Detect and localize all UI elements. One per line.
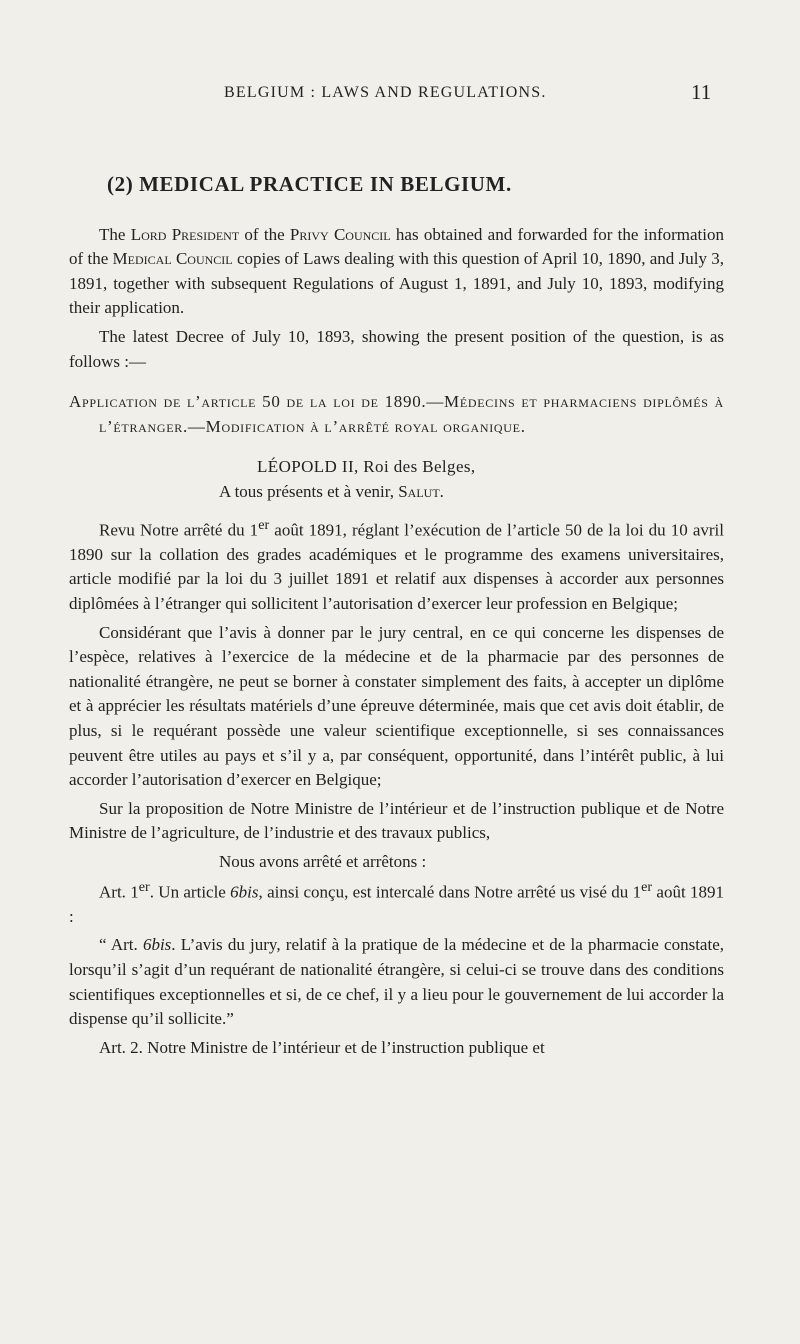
intro-paragraph-1 [69,223,724,321]
intro-text-1c: has obtained and forwarded for the information of the [69,224,724,269]
decree-arrete-line: Nous avons arrêté et arrêtons : [219,851,427,871]
art1-superscript-2: er [641,878,653,895]
article-6bis-quote [69,933,724,1031]
art1-superscript: er [138,878,150,895]
quote-bis: 6bis [142,935,172,955]
law-heading: Application de l’article 50 de la loi de 1890.—Médecins et pharmaciens diplômés à l’étranger.—Modification à l’arrêté royal organique. [69,392,724,436]
salut-word: Salut [398,481,440,501]
intro-text-1a: The [99,224,131,244]
intro-paragraph-2: The latest Decree of July 10, 1893, showing the present position of the question, is as follows :— [69,326,724,371]
revu-text-a: Revu Notre arrêté du 1 [99,520,259,540]
running-head: BELGIUM : LAWS AND REGULATIONS. [224,84,547,101]
intro-text-1b: of the [239,224,290,244]
greeting-text: A tous présents et à venir, [219,481,399,501]
decree-considerant-paragraph: Considérant que l’avis à donner par le jury central, en ce qui concerne les dispenses de l’espèce, relatives à l’exercice de la médecine et de la pharmacie par des personnes de nationalité étrangère, ne peut se borner à constater simplement des faits, à accepter un diplôme et à apprécier les résultats matériels d’une épreuve déterminée, mais que cet avis doit établir, de plus, si le requérant possède une valeur scientifique exceptionnelle, si ses connaissances peuvent être utiles au pays et s’il y a, par conséquent, opportunité, dans l’intérêt public, à lui accorder l’autorisation d’exercer en Belgique; [69,622,724,790]
royal-greeting [69,480,724,505]
art1-text-d: août 1891 : [69,882,724,926]
section-title: (2) MEDICAL PRACTICE IN BELGIUM. [107,172,512,196]
body-text [69,172,724,1064]
medical-council-term: Medical Council [112,249,233,269]
article-1-paragraph [69,875,724,930]
intro-text-1d: copies of Laws dealing with this question of April 10, 1890, and July 3, 1891, together with subsequent Regulations of August 1, 1891, and July 10, 1893, modifying their application. [69,249,724,318]
art1-text-a: Art. 1 [99,882,139,902]
art1-text-c: , ainsi conçu, est intercalé dans Notre arrêté us visé du 1 [258,882,642,902]
quote-text-b: . L’avis du jury, relatif à la pratique de la médecine et de la pharmacie constate, lorsqu’il s’agit d’un requérant de nationalité étrangère, si celui-ci se trouve dans des conditions scientifiques exceptionnelles et si, de ce chef, il y a lieu pour le gouvernement de lui accorder la dispense qu’il sollicite.” [69,935,724,1029]
greeting-end: . [439,481,444,501]
page-number: 11 [691,80,712,104]
king-title: LÉOPOLD II, Roi des Belges, [257,457,476,477]
lord-president-term: Lord President [130,224,240,244]
revu-text-b: août 1891, réglant l’exécution de l’article 50 de la loi du 10 avril 1890 sur la collation des grades académiques et le programme des examens universitaires, article modifié par la loi du 3 juillet 1891 et relatif aux dispenses à accorder aux personnes diplômées à l’étranger qui sollicitent l’autorisation d’exercer leur profession en Belgique; [69,520,724,613]
decree-proposition-paragraph: Sur la proposition de Notre Ministre de l’intérieur et de l’instruction publique et de Notre Ministre de l’agriculture, de l’industrie et des travaux publics, [69,798,724,843]
article-2-paragraph: Art. 2. Notre Ministre de l’intérieur et de l’instruction publique et [99,1037,545,1057]
decree-revu-paragraph [69,513,724,617]
art1-bis: 6bis [230,882,259,902]
privy-council-term: Privy Council [289,224,391,244]
art1-text-b: . Un article [149,882,231,902]
quote-text-a: “ Art. [99,935,143,955]
revu-superscript: er [258,516,270,533]
